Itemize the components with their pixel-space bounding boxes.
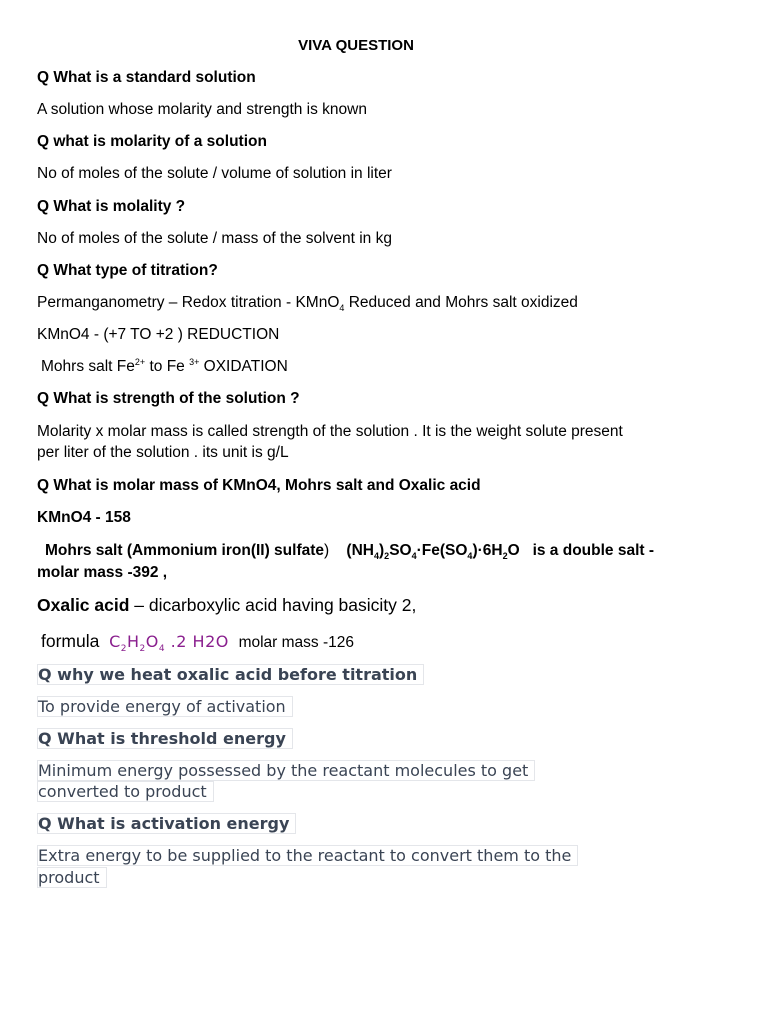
answer-strength-line2: per liter of the solution . its unit is g/L (37, 444, 289, 461)
question-standard-solution: Q What is a standard solution (37, 69, 256, 86)
document-title: VIVA QUESTION (298, 37, 414, 54)
mohrs-salt-line: Mohrs salt (Ammonium iron(II) sulfate) $(NH_4)_2SO_4\cdot Fe(SO_4)\cdot 6H_2O$ is a double salt - (45, 542, 655, 562)
answer-standard-solution: A solution whose molarity and strength is known (37, 101, 367, 118)
question-activation-energy: Q What is activation energy (37, 813, 296, 834)
question-heat-oxalic: Q why we heat oxalic acid before titration (37, 664, 424, 685)
mohrs-salt-molar-mass: molar mass -392 , (37, 564, 168, 581)
question-molarity: Q what is molarity of a solution (37, 133, 267, 150)
answer-molarity: No of moles of the solute / volume of solution in liter (37, 165, 392, 182)
answer-activation-line1: Extra energy to be supplied to the reactant to convert them to the (37, 845, 578, 866)
question-strength: Q What is strength of the solution ? (37, 390, 300, 407)
mohrs-salt-oxidation: Mohrs salt $Fe^{2+}$ to Fe $^{3+}$ OXIDATION (41, 356, 288, 375)
kmno4-reduction: KMnO4 - (+7 TO +2 ) REDUCTION (37, 326, 280, 343)
answer-titration-type: Permanganometry – Redox titration - KMnO$_4$ Reduced and Mohrs salt oxidized (37, 294, 578, 314)
oxalic-formula: $C_2H_2O_4$ .2 H2O (109, 632, 229, 655)
oxalic-acid-line: Oxalic acid – dicarboxylic acid having basicity 2, (37, 595, 417, 615)
answer-threshold-line1: Minimum energy possessed by the reactant molecules to get (37, 760, 535, 781)
kmno4-molar-mass: KMnO4 - 158 (37, 509, 131, 526)
question-molar-mass: Q What is molar mass of KMnO4, Mohrs salt and Oxalic acid (37, 477, 481, 494)
oxalic-formula-line: formula $C_2H_2O_4$ .2 H2O molar mass -126 (41, 631, 355, 655)
question-molality: Q What is molality ? (37, 198, 186, 215)
answer-strength-line1: Molarity x molar mass is called strength of the solution . It is the weight solute present (37, 423, 623, 440)
question-threshold-energy: Q What is threshold energy (37, 728, 293, 749)
answer-heat-oxalic: To provide energy of activation (37, 696, 293, 717)
answer-molality: No of moles of the solute / mass of the solvent in kg (37, 230, 392, 247)
answer-activation-line2: product (37, 867, 107, 888)
answer-threshold-line2: converted to product (37, 781, 214, 802)
question-titration-type: Q What type of titration? (37, 262, 218, 279)
